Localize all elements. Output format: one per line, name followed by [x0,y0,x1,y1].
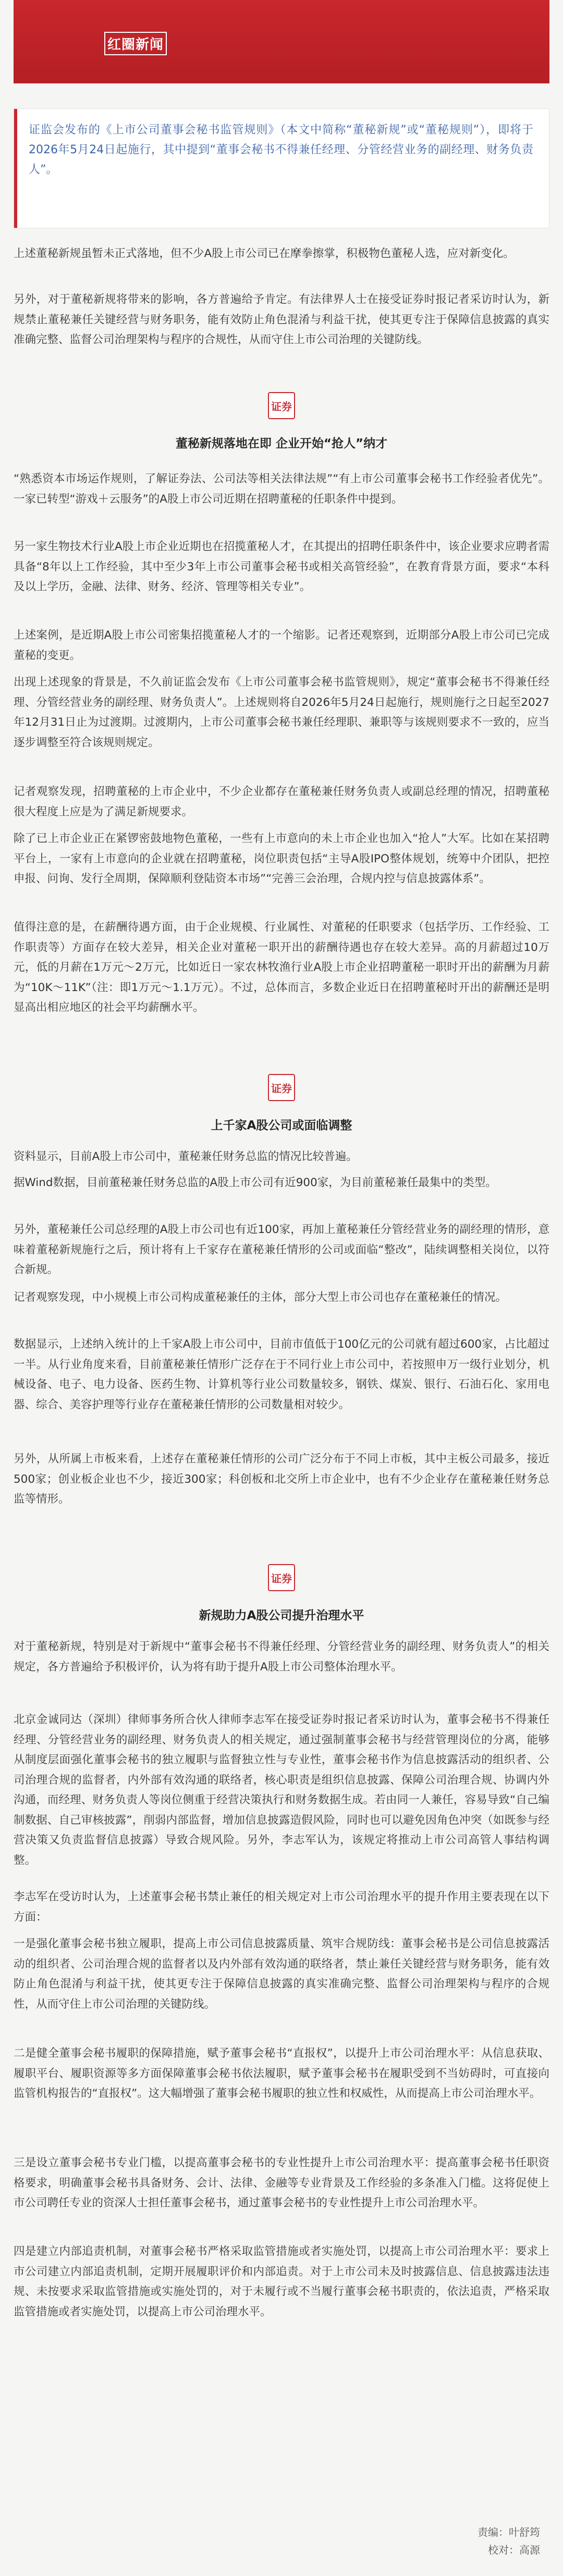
header-banner [14,0,549,83]
intro-paragraph: 另外，对于董秘新规将带来的影响，各方普遍给予肯定。有法律界人士在接受证券时报记者采访时认为，新规禁止董秘兼任关键经营与财务职务，能有效防止角色混淆与利益干扰，使其更专注于保障信息披露的真实准确完整、监督公司治理架构与程序的合规性，从而守住上市公司治理的关键防线。 [14,293,549,346]
proofreader-credit: 校对：高源 [488,2544,540,2556]
section-paragraph: 记者观察发现，中小规模上市公司构成董秘兼任的主体，部分大型上市公司也存在董秘兼任的情况。 [14,1291,507,1304]
section-badge-icon: 证券 [268,1564,295,1591]
lead-accent-bar [14,109,17,228]
lead-text: 证监会发布的《上市公司董事会秘书监管规则》（本文中简称“董秘新规”或“董秘规则”），即将于2026年5月24日起施行，其中提到“董事会秘书不得兼任经理、分管经营业务的副经理、财务负责人”。 [29,124,533,176]
section-paragraph: 二是健全董事会秘书履职的保障措施，赋予董事会秘书“直报权”，以提升上市公司治理水平：从信息获取、履职平台、履职资源等多方面保障董事会秘书依法履职，赋予董事会秘书在履职受到不当妨碍时，可直接向监管机构报告的“直报权”。这大幅增强了董事会秘书履职的独立性和权威性，从而提高上市公司治理水平。 [14,2047,549,2100]
section-badge-icon: 证券 [268,1074,295,1101]
banner-logo [104,30,167,56]
section-title: 上千家A股公司或面临调整 [211,1119,352,1132]
article-footer [332,2523,540,2559]
section-title: 新规助力A股公司提升治理水平 [199,1609,364,1622]
section-paragraph: 对于董秘新规，特别是对于新规中“董事会秘书不得兼任经理、分管经营业务的副经理、财务负责人”的相关规定，各方普遍给予积极评价，认为将有助于提升A股上市公司整体治理水平。 [14,1640,549,1674]
section-paragraph: 北京金诚同达（深圳）律师事务所合伙人律师李志军在接受证券时报记者采访时认为，董事会秘书不得兼任经理、分管经营业务的副经理、财务负责人的相关规定，通过强制董事会秘书与经营管理岗位的分离，能够从制度层面强化董事会秘书的独立履职与监督独立性与专业性，董事会秘书作为信息披露活动的组织者、公司治理合规的监督者，内外部有效沟通的联络者，核心职责是组织信息披露、保障公司治理合规、协调内外沟通，而经理、财务负责人等岗位侧重于经营决策执行和财务数据生成。若由同一人兼任，容易导致“自己编制数据、自己审核披露”，削弱内部监督，增加信息披露造假风险，同时也可以避免因角色冲突（如既参与经营决策又负责监督信息披露）导致合规风险。另外，李志军认为，该规定将推动上市公司高管人事结构调整。 [14,1713,549,1867]
section-paragraph: 记者观察发现，招聘董秘的上市企业中，不少企业都存在董秘兼任财务负责人或副总经理的情况，招聘董秘很大程度上应是为了满足新规要求。 [14,785,549,819]
section-paragraph: 四是建立内部追责机制，对董事会秘书严格采取监管措施或者实施处罚，以提高上市公司治理水平：要求上市公司建立内部追责机制，定期开展履职评价和内部追责。对于上市公司未及时披露信息、信息披露违法违规、未按要求采取监管措施或实施处罚的，对于未履行或不当履行董事会秘书职责的，依法追责，严格采取监管措施或者实施处罚，以提高上市公司治理水平。 [14,2245,549,2318]
section-paragraph: 一是强化董事会秘书独立履职，提高上市公司信息披露质量、筑牢合规防线：董事会秘书是公司信息披露活动的组织者、公司治理合规的监督者以及内外部有效沟通的联络者，禁止兼任关键经营与财务职务，能有效防止角色混淆与利益干扰，使其更专注于保障信息披露的真实准确完整、监督公司治理架构与程序的合规性，从而守住上市公司治理的关键防线。 [14,1937,549,2011]
intro-paragraph: 上述董秘新规虽暂未正式落地，但不少A股上市公司已在摩拳擦掌，积极物色董秘人选，应对新变化。 [14,247,515,260]
section-paragraph: 李志军在受访时认为，上述董事会秘书禁止兼任的相关规定对上市公司治理水平的提升作用主要表现在以下方面： [14,1890,549,1924]
section-paragraph: 出现上述现象的背景是，不久前证监会发布《上市公司董事会秘书监管规则》，规定“董事会秘书不得兼任经理、分管经营业务的副经理、财务负责人”。上述规则将自2026年5月24日起施行，规则施行之日起至2027年12月31日止为过渡期。过渡期内，上市公司董事会秘书兼任经理职、兼职等与该规则要求不一致的，应当逐步调整至符合该规则规定。 [14,676,549,749]
section-paragraph: 另一家生物技术行业A股上市企业近期也在招揽董秘人才，在其提出的招聘任职条件中，该企业要求应聘者需具备“8年以上工作经验，其中至少3年上市公司董事会秘书或相关高管经验”，在教育背景方面，要求“本科及以上学历，金融、法律、财务、经济、管理等相关专业”。 [14,540,549,593]
section-title: 董秘新规落地在即 企业开始“抢人”纳才 [175,437,388,450]
section-paragraph: “熟悉资本市场运作规则，了解证券法、公司法等相关法律法规”“有上市公司董事会秘书工作经验者优先”。一家已转型“游戏＋云服务”的A股上市公司近期在招聘董秘的任职条件中提到。 [14,472,549,506]
section-paragraph: 另外，从所属上市板来看，上述存在董秘兼任情形的公司广泛分布于不同上市板，其中主板公司最多，接近500家；创业板企业也不少，接近300家；科创板和北交所上市企业中，也有不少企业存在董秘兼任财务总监等情形。 [14,1452,549,1506]
section-paragraph: 资料显示，目前A股上市公司中，董秘兼任财务总监的情况比较普遍。 [14,1150,358,1163]
banner-label: 红圈新闻 [104,32,167,55]
section-paragraph: 值得注意的是，在薪酬待遇方面，由于企业规模、行业属性、对董秘的任职要求（包括学历、工作经验、工作职责等）方面存在较大差异，相关企业对董秘一职开出的薪酬待遇也存在较大差异。高的月薪超过10万元，低的月薪在1万元～2万元，比如近日一家农林牧渔行业A股上市企业招聘董秘一职时开出的薪酬为月薪为“10K～11K”（注：即1万元～1.1万元）。不过，总体而言，多数企业近日在招聘董秘时开出的薪酬还是明显高出相应地区的社会平均薪酬水平。 [14,921,549,1014]
section-paragraph: 数据显示，上述纳入统计的上千家A股上市公司中，目前市值低于100亿元的公司就有超过600家，占比超过一半。从行业角度来看，目前董秘兼任情形广泛存在于不同行业上市公司中，若按照申万一级行业划分，机械设备、电子、电力设备、医药生物、计算机等行业公司数量较多，钢铁、煤炭、银行、石油石化、家用电器、综合、美容护理等行业存在董秘兼任情形的公司数量相对较少。 [14,1338,549,1411]
lead-box [14,108,549,228]
section-paragraph: 除了已上市企业正在紧锣密鼓地物色董秘，一些有上市意向的未上市企业也加入“抢人”大军。比如在某招聘平台上，一家有上市意向的企业就在招聘董秘，岗位职责包括“主导A股IPO整体规划，统筹中介团队，把控申报、问询、发行全周期，保障顺利登陆资本市场”“完善三会治理，合规内控与信息披露体系”。 [14,832,549,885]
section-paragraph: 另外，董秘兼任公司总经理的A股上市公司也有近100家，再加上董秘兼任分管经营业务的副经理的情形，意味着董秘新规施行之后，预计将有上千家存在董秘兼任情形的公司或面临“整改”，陆续调整相关岗位，以符合新规。 [14,1223,549,1276]
section-badge-icon: 证券 [268,392,295,419]
section-paragraph: 三是设立董事会秘书专业门槛，以提高董事会秘书的专业性提升上市公司治理水平：提高董事会秘书任职资格要求，明确董事会秘书具备财务、会计、法律、金融等专业背景及工作经验的多条准入门槛。这将促使上市公司聘任专业的资深人士担任董事会秘书，通过董事会秘书的专业性提升上市公司治理水平。 [14,2156,549,2209]
section-paragraph: 据Wind数据，目前董秘兼任财务总监的A股上市公司有近900家，为目前董秘兼任最集中的类型。 [14,1176,497,1189]
section-paragraph: 上述案例，是近期A股上市公司密集招揽董秘人才的一个缩影。记者还观察到，近期部分A股上市公司已完成董秘的变更。 [14,629,549,662]
editor-credit: 责编：叶舒筠 [478,2526,540,2538]
